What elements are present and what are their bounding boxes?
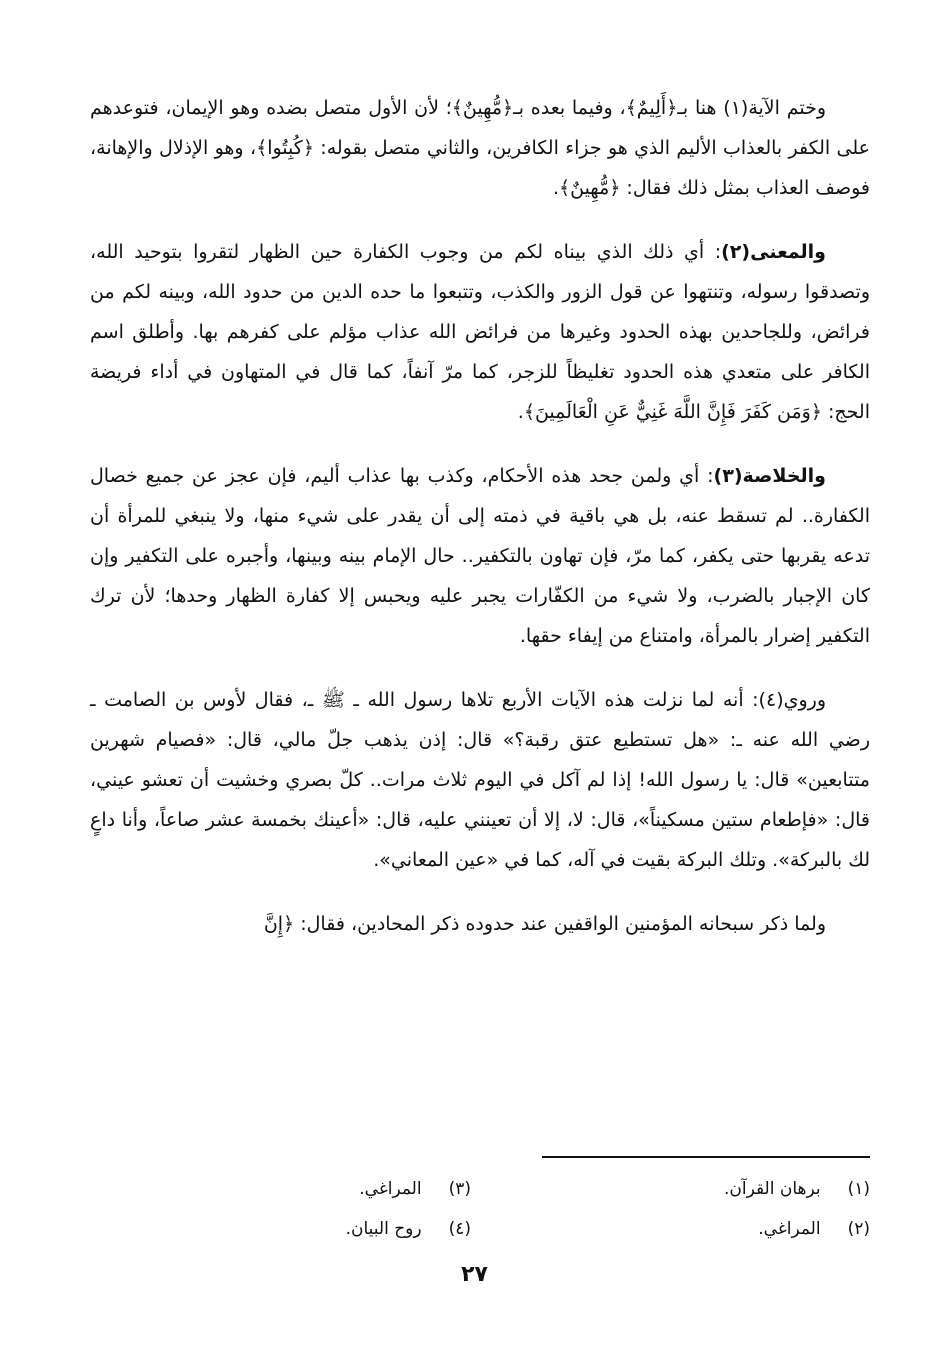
footnote-text: المراغي. <box>359 1179 422 1199</box>
footnote-3 <box>359 1172 471 1206</box>
main-text <box>90 88 870 968</box>
paragraph-text: وروي(٤): أنه لما نزلت هذه الآيات الأربع تلاها رسول الله ـ ﷺ ـ، فقال لأوس بن الصامت ـ رضي الله عنه ـ: «هل تستطيع عتق رقبة؟» قال: إذن يذهب جلّ مالي، قال: «فصيام شهرين متتابعين» قال: يا رسول الله! إذا لم آكل في اليوم ثلاث مرات.. كلّ بصري وخشيت أن تعشو عيني، قال: «فإطعام ستين مسكيناً»، قال: لا، إلا أن تعينني عليه، قال: «أعينك بخمسة عشر صاعاً، وأنا داعٍ لك بالبركة». وتلك البركة بقيت في آله، كما في «عين المعاني». <box>90 689 870 871</box>
paragraph-narration <box>90 680 870 880</box>
footnote-divider <box>542 1156 870 1158</box>
footnote-text: برهان القرآن. <box>723 1179 821 1199</box>
footnote-2 <box>758 1212 870 1246</box>
footnote-4 <box>346 1212 471 1246</box>
footnote-text: المراغي. <box>758 1219 821 1239</box>
paragraph-text: وختم الآية(١) هنا بـ﴿أَلِيمٌ﴾، وفيما بعده بـ﴿مُّهِينٌ﴾؛ لأن الأول متصل بضده وهو الإيمان، فتوعدهم على الكفر بالعذاب الأليم الذي هو جزاء الكافرين، والثاني متصل بقوله: ﴿كُبِتُوا﴾، وهو الإذلال والإهانة، فوصف العذاب بمثل ذلك فقال: ﴿مُّهِينٌ﴾. <box>90 97 870 199</box>
paragraph-meaning <box>90 232 870 432</box>
page-number: ٢٧ <box>461 1262 488 1287</box>
paragraph-summary <box>90 456 870 656</box>
paragraph-text: : أي ولمن جحد هذه الأحكام، وكذب بها عذاب أليم، فإن عجز عن جميع خصال الكفارة.. لم تسقط عنه، بل هي باقية في ذمته إلى أن يقدر على شيء منها، ولا ينبغي للمرأة أن تدعه يقربها حتى يكفر، كما مرّ، فإن تهاون بالتكفير.. حال الإمام بينه وبينها، وأجبره على التكفير وإن كان الإجبار بالضرب، ولا شيء من الكفّارات يجبر عليه ويحبس إلا كفارة الظهار وحدها؛ لأن ترك التكفير إضرار بالمرأة، وامتناع من إيفاء حقها. <box>90 465 870 647</box>
paragraph-lead: والمعنى(٢) <box>721 241 826 263</box>
footnote-1 <box>724 1172 870 1206</box>
footnote-number: (١) <box>847 1179 870 1199</box>
footnote-text: روح البيان. <box>345 1219 422 1239</box>
footnote-number: (٤) <box>448 1219 471 1239</box>
paragraph-continuation <box>90 904 870 944</box>
footnote-number: (٢) <box>847 1219 870 1239</box>
paragraph-lead: والخلاصة(٣) <box>713 465 826 487</box>
paragraph-verse-endings <box>90 88 870 208</box>
paragraph-text: : أي ذلك الذي بيناه لكم من وجوب الكفارة حين الظهار لتقروا بتوحيد الله، وتصدقوا رسوله، وتنتهوا عن قول الزور والكذب، وتتبعوا ما حده الدين من حدود الله، وبينه لكم من فرائض، وللجاحدين بهذه الحدود وغيرها من فرائض الله عذاب مؤلم على كفرهم بها. وأطلق اسم الكافر على متعدي هذه الحدود تغليظاً للزجر، كما مرّ آنفاً، كما قال في المتهاون في أداء فريضة الحج: ﴿وَمَن كَفَرَ فَإِنَّ اللَّهَ غَنِيٌّ عَنِ الْعَالَمِينَ﴾. <box>90 241 870 423</box>
footnote-number: (٣) <box>448 1179 471 1199</box>
paragraph-text: ولما ذكر سبحانه المؤمنين الواقفين عند حدوده ذكر المحادين، فقال: ﴿إِنَّ <box>263 913 826 935</box>
